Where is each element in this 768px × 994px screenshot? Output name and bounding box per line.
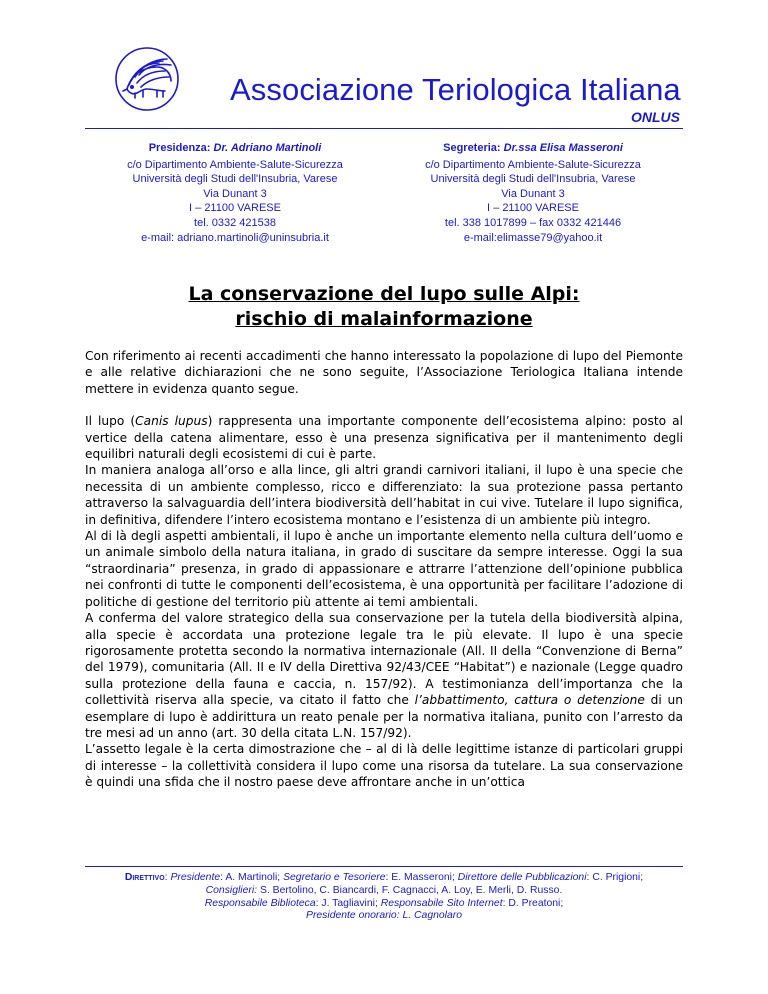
segreteria-line: c/o Dipartimento Ambiente-Salute-Sicurezza [425,158,641,171]
segreteria-line: Università degli Studi dell'Insubria, Varese [430,173,636,186]
direttore-label: Direttore delle Pubblicazioni [457,872,587,883]
text-segment: ) rappresenta una importante componente dell’ecosistema alpino: posto al vertice della catena alimentare, esso è una presenza significativa per il mantenimento degli equilibri naturali degli ecosistemi di cui è parte. [85,414,683,462]
onlus-label: ONLUS [631,109,680,125]
biblioteca-label: Responsabile Biblioteca [204,897,316,909]
species-name: Canis lupus [135,414,208,429]
document-title [0,282,768,332]
consiglieri-label: Consiglieri: [205,884,258,896]
italic-text: l’abbattimento, cattura o detenzione [414,693,645,708]
footer-direttivo [95,872,673,923]
presidenza-contact-block [94,141,376,245]
onorario-label: Presidente onorario: [306,910,400,922]
consiglieri-names: S. Bertolino, C. Biancardi, F. Cagnacci, A. Loy, E. Merli, D. Russo. [259,884,563,896]
presidenza-phone: tel. 0332 421538 [194,216,276,229]
segreteria-line: I – 21100 VARESE [487,202,579,215]
segreteria-name: Dr.ssa Elisa Masseroni [503,142,623,154]
footer-line-1: Direttivo: Presidente: A. Martinoli; Segretario e Tesoriere: E. Masseroni; Direttore delle Pubblicazioni: C. Prigioni; [124,872,644,883]
presidenza-line: Università degli Studi dell'Insubria, Varese [132,173,338,186]
paragraph-culture: Al di là degli aspetti ambientali, il lupo è anche un importante elemento nella cultura dell’uomo e un animale simbolo della natura italiana, in grado di suscitare da sempre interesse. Oggi la sua “straordinaria” presenza, in grado di appassionare e attrarre l’attenzione dell’opinione pubblica nei confronti di tutte le componenti dell’ecosistema, è una opportunità per facilitare l’adozione di politiche di gestione del territorio più attente ai temi ambientali. [85,529,683,609]
hedgehog-logo-icon [113,45,181,113]
segreteria-line: Via Dunant 3 [501,187,565,200]
presidenza-email: e-mail: adriano.martinoli@uninsubria.it [141,231,329,244]
paragraph-conclusion: L’assetto legale è la certa dimostrazione che – al di là delle legittime istanze di particolari gruppi di interesse – la collettività considera il lupo come una risorsa da tutelare. La sua conservazione è quindi una sfida che il nostro paese deve affrontare anche in un’ottica [85,742,683,790]
presidenza-line: Via Dunant 3 [203,187,267,200]
direttivo-label: Direttivo [124,872,165,883]
paragraph-legal-protection [85,610,683,741]
text-segment: di un esemplare di lupo è addirittura un reato penale per la normativa italiana, punito con l’arresto da tre mesi ad un anno (art. 30 della citata L.N. 157/92). [85,693,683,740]
paragraph-ecosystem [85,413,683,462]
text-segment: A conferma del valore strategico della sua conservazione per la tutela della biodiversità alpina, alla specie è accordata una protezione legale tra le più elevate. Il lupo è una specie rigorosamente protetta secondo la normativa internazionale (All. II della “Convenzione di Berna” del 1979), comunitaria (All. II e IV della Direttiva 92/43/CEE “Habitat”) e nazionale (Legge quadro sulla protezione della fauna e caccia, n. 157/92). A testimonianza dell’importanza che la collettività riserva alla specie, va citato il fatto che [85,611,683,708]
footer-line-4 [95,910,673,923]
segretario-name: E. Masseroni [391,872,452,883]
biblioteca-name: J. Tagliavini [321,897,375,909]
footer-line-3: Responsabile Biblioteca: J. Tagliavini; Responsabile Sito Internet: D. Preatoni; [204,897,564,909]
sito-name: D. Preatoni [508,897,561,909]
title-line-1: La conservazione del lupo sulle Alpi: [188,283,580,305]
paragraph-intro: Con riferimento ai recenti accadimenti che hanno interessato la popolazione di lupo del Piemonte e alle relative dichiarazioni che ne sono seguite, l’Associazione Teriologica Italiana intende mettere in evidenza quanto segue. [85,349,683,396]
sito-label: Responsabile Sito Internet [380,897,503,909]
header-divider [85,128,683,129]
segretario-label: Segretario e Tesoriere [283,872,386,883]
segreteria-phone: tel. 338 1017899 – fax 0332 421446 [444,216,622,229]
segreteria-heading: Segreteria: Dr.ssa Elisa Masseroni [443,142,623,154]
organization-name: Associazione Teriologica Italiana [230,72,681,107]
text-segment: Il lupo ( [85,414,136,429]
presidenza-line: I – 21100 VARESE [189,202,281,215]
presidenza-heading: Presidenza: Dr. Adriano Martinoli [148,142,322,154]
presidenza-line: c/o Dipartimento Ambiente-Salute-Sicurezza [127,158,343,171]
presidente-label: Presidente [170,872,221,883]
title-line-2: rischio di malainformazione [235,308,533,330]
segreteria-contact-block [392,141,674,245]
paragraph-biodiversity: In maniera analoga all’orso e alla lince, gli altri grandi carnivori italiani, il lupo è una specie che necessita di un ambiente complesso, ricco e differenziato: la sua protezione passa pertanto attraverso la salvaguardia dell’intera biodiversità dell’habitat in cui vive. Tutelare il lupo significa, in definitiva, difendere l’intero ecosistema montano e l’esistenza di un ambiente più integro. [85,463,683,527]
presidenza-name: Dr. Adriano Martinoli [213,142,322,154]
segreteria-email: e-mail:elimasse79@yahoo.it [463,231,603,244]
document-body [85,348,683,791]
footer-line-2 [95,885,673,898]
presidente-name: A. Martinoli [225,872,278,883]
onorario-name: L. Cagnolaro [402,910,462,922]
direttore-name: C. Prigioni [592,872,641,883]
footer-divider [85,866,683,867]
segreteria-label: Segreteria [443,142,497,154]
presidenza-label: Presidenza [148,142,207,154]
